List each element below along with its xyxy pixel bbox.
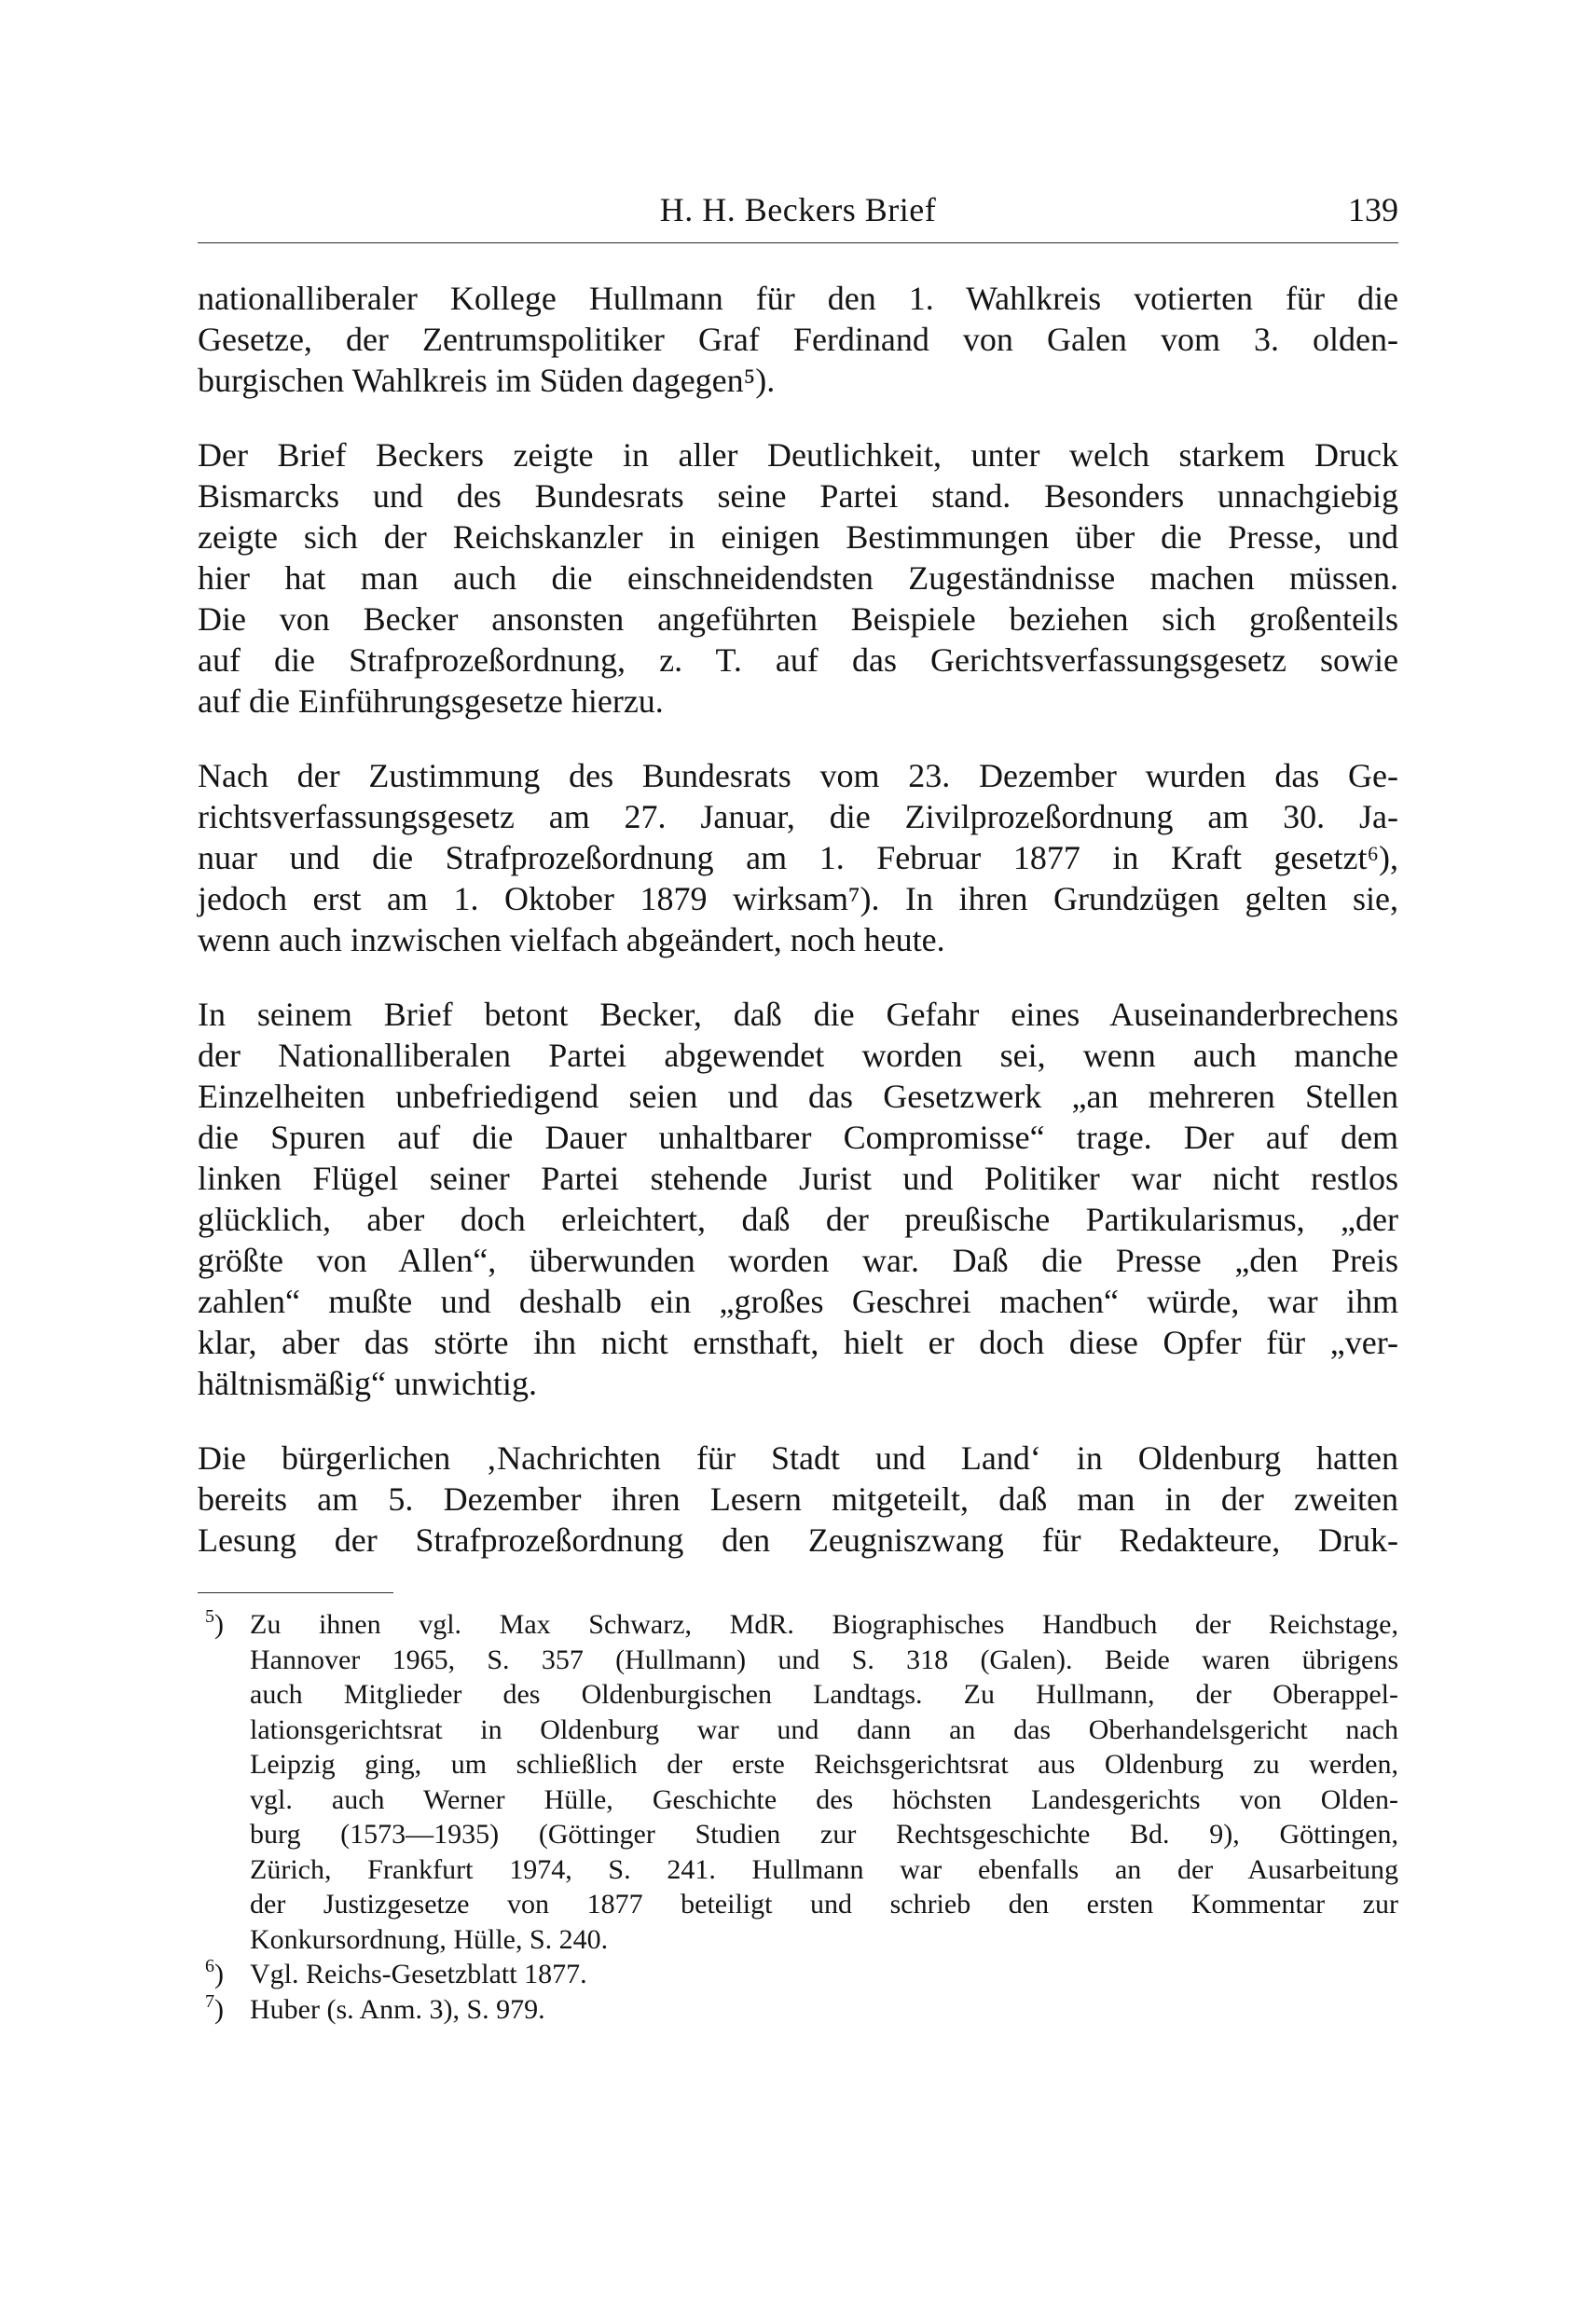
- footnote-line: der Justizgesetze von 1877 beteiligt und schrieb den ersten Kommentar zur: [250, 1889, 1398, 1920]
- footnote-line: lationsgerichtsrat in Oldenburg war und dann an das Oberhandelsgericht nach: [250, 1713, 1398, 1745]
- text-line: Einzelheiten unbefriedigend seien und das Gesetzwerk „an mehreren Stellen: [198, 1078, 1398, 1115]
- text-line: jedoch erst am 1. Oktober 1879 wirksam⁷). In ihren Grundzügen gelten sie,: [198, 880, 1398, 917]
- footnote: [198, 1607, 1398, 1957]
- footnote-line: burg (1573—1935) (Göttinger Studien zur Rechtsgeschichte Bd. 9), Göttingen,: [250, 1819, 1398, 1850]
- text-line: Die bürgerlichen ‚Nachrichten für Stadt und Land‘ in Oldenburg hatten: [198, 1439, 1398, 1477]
- text-line: richtsverfassungsgesetz am 27. Januar, die Zivilprozeßordnung am 30. Ja-: [198, 798, 1398, 835]
- running-title: H. H. Beckers Brief: [659, 191, 937, 228]
- text-line: zeigte sich der Reichskanzler in einigen Bestimmungen über die Presse, und: [198, 518, 1398, 556]
- footnote-line: Zu ihnen vgl. Max Schwarz, MdR. Biographisches Handbuch der Reichstage,: [250, 1609, 1398, 1640]
- text-line: klar, aber das störte ihn nicht ernsthaft, hielt er doch diese Opfer für „ver-: [198, 1324, 1398, 1361]
- text-line: Lesung der Strafprozeßordnung den Zeugniszwang für Redakteure, Druk-: [198, 1521, 1398, 1559]
- text-line: auf die Einführungsgesetze hierzu.: [198, 682, 664, 720]
- footnote-mark: $^5$): [205, 1606, 224, 1640]
- footnotes: [198, 1607, 1398, 2027]
- text-line: die Spuren auf die Dauer unhaltbarer Compromisse“ trage. Der auf dem: [198, 1119, 1398, 1156]
- text-line: In seinem Brief betont Becker, daß die Gefahr eines Auseinanderbrechens: [198, 996, 1398, 1033]
- running-head: [198, 183, 1398, 239]
- paragraph: [198, 434, 1398, 722]
- text-line: größte von Allen“, überwunden worden war. Daß die Presse „den Preis: [198, 1242, 1398, 1279]
- text-line: zahlen“ mußte und deshalb ein „großes Geschrei machen“ würde, war ihm: [198, 1283, 1398, 1320]
- text-line: hältnismäßig“ unwichtig.: [198, 1365, 537, 1402]
- footnote-mark: $^6$): [205, 1956, 224, 1989]
- footnote: [198, 1992, 1398, 2028]
- footnote-line: Vgl. Reichs-Gesetzblatt 1877.: [250, 1959, 587, 1989]
- footnote-line: vgl. auch Werner Hülle, Geschichte des höchsten Landesgerichts von Olden-: [250, 1783, 1398, 1815]
- text-line: Nach der Zustimmung des Bundesrats vom 23. Dezember wurden das Ge-: [198, 757, 1398, 794]
- paragraph: [198, 994, 1398, 1404]
- text-line: burgischen Wahlkreis im Süden dagegen⁵).: [198, 362, 776, 399]
- footnote-line: Konkursordnung, Hülle, S. 240.: [250, 1923, 609, 1955]
- text-line: Der Brief Beckers zeigte in aller Deutlichkeit, unter welch starkem Druck: [198, 436, 1398, 474]
- paragraph: [198, 1438, 1398, 1561]
- text-line: nationalliberaler Kollege Hullmann für den 1. Wahlkreis votierten für die: [198, 280, 1398, 317]
- text-line: nuar und die Strafprozeßordnung am 1. Februar 1877 in Kraft gesetzt⁶),: [198, 839, 1398, 876]
- text-line: hier hat man auch die einschneidendsten Zugeständnisse machen müssen.: [198, 559, 1398, 597]
- header-rule: [198, 242, 1398, 243]
- text-line: der Nationalliberalen Partei abgewendet worden sei, wenn auch manche: [198, 1037, 1398, 1074]
- footnote-rule: [198, 1592, 393, 1593]
- footnote-mark: $^7$): [205, 1990, 224, 2025]
- footnote-line: auch Mitglieder des Oldenburgischen Landtags. Zu Hullmann, der Oberappel-: [250, 1679, 1398, 1710]
- text-line: Bismarcks und des Bundesrats seine Partei stand. Besonders unnachgiebig: [198, 477, 1398, 515]
- text-line: Die von Becker ansonsten angeführten Beispiele beziehen sich großenteils: [198, 600, 1398, 638]
- footnote-line: Huber (s. Anm. 3), S. 979.: [250, 1993, 545, 2025]
- footnote-line: Zürich, Frankfurt 1974, S. 241. Hullmann war ebenfalls an der Ausarbeitung: [250, 1853, 1398, 1885]
- footnote: [198, 1957, 1398, 1992]
- footnote-line: Hannover 1965, S. 357 (Hullmann) und S. 318 (Galen). Beide waren übrigens: [250, 1644, 1398, 1675]
- text-line: bereits am 5. Dezember ihren Lesern mitgeteilt, daß man in der zweiten: [198, 1480, 1398, 1518]
- text-line: glücklich, aber doch erleichtert, daß der preußische Partikularismus, „der: [198, 1201, 1398, 1238]
- paragraph: [198, 755, 1398, 960]
- text-line: Gesetze, der Zentrumspolitiker Graf Ferdinand von Galen vom 3. olden-: [198, 321, 1398, 358]
- footnote-line: Leipzig ging, um schließlich der erste Reichsgerichtsrat aus Oldenburg zu werden,: [250, 1749, 1398, 1780]
- text-line: wenn auch inzwischen vielfach abgeändert, noch heute.: [198, 921, 945, 958]
- page-number: 139: [1348, 191, 1398, 228]
- text-line: auf die Strafprozeßordnung, z. T. auf das Gerichtsverfassungsgesetz sowie: [198, 641, 1398, 679]
- body-text: [198, 278, 1398, 1561]
- paragraph: [198, 278, 1398, 401]
- text-line: linken Flügel seiner Partei stehende Jurist und Politiker war nicht restlos: [198, 1160, 1398, 1197]
